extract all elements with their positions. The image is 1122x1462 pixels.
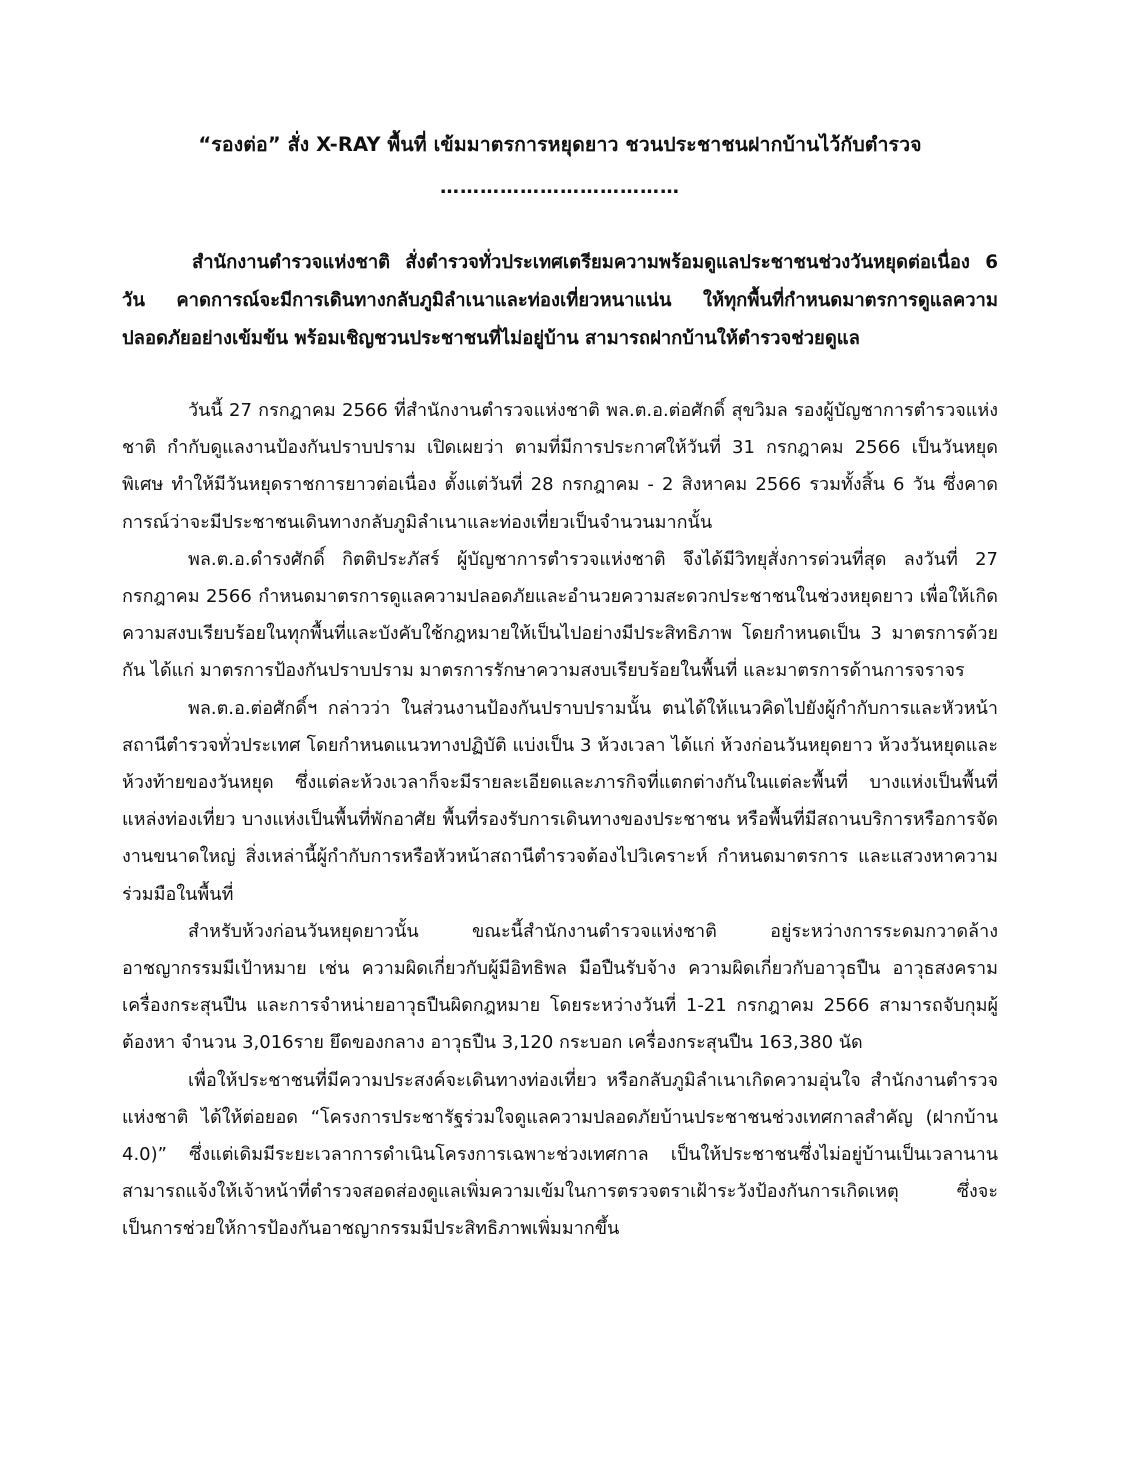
- body-paragraph-2: พล.ต.อ.ดำรงศักดิ์ กิตติประภัสร์ ผู้บัญชาการตำรวจแห่งชาติ จึงได้มีวิทยุสั่งการด่วนที่สุด ลงวันที่ 27 กรกฎาคม 2566 กำหนดมาตรการดูแลความปลอดภัยและอำนวยความสะดวกประชาชนในช่วงหยุดยาว เพื่อให้เกิดความสงบเรียบร้อยในทุกพื้นที่และบังคับใช้กฎหมายให้เป็นไปอย่างมีประสิทธิภาพ โดยกำหนดเป็น 3 มาตรการด้วยกัน ได้แก่ มาตรการป้องกันปราบปราม มาตรการรักษาความสงบเรียบร้อยในพื้นที่ และมาตรการด้านการจราจร: [122, 548, 998, 682]
- lead-paragraph: สำนักงานตำรวจแห่งชาติ สั่งตำรวจทั่วประเทศเตรียมความพร้อมดูแลประชาชนช่วงวันหยุดต่อเนื่อง 6 วัน คาดการณ์จะมีการเดินทางกลับภูมิลำเนาและท่องเที่ยวหนาแน่น ให้ทุกพื้นที่กำหนดมาตรการดูแลความปลอดภัยอย่างเข้มข้น พร้อมเชิญชวนประชาชนที่ไม่อยู่บ้าน สามารถฝากบ้านให้ตำรวจช่วยดูแล: [122, 252, 998, 349]
- body-paragraph-1: วันนี้ 27 กรกฎาคม 2566 ที่สำนักงานตำรวจแห่งชาติ พล.ต.อ.ต่อศักดิ์ สุขวิมล รองผู้บัญชาการตำรวจแห่งชาติ กำกับดูแลงานป้องกันปราบปราม เปิดเผยว่า ตามที่มีการประกาศให้วันที่ 31 กรกฎาคม 2566 เป็นวันหยุดพิเศษ ทำให้มีวันหยุดราชการยาวต่อเนื่อง ตั้งแต่วันที่ 28 กรกฎาคม - 2 สิงหาคม 2566 รวมทั้งสิ้น 6 วัน ซึ่งคาดการณ์ว่าจะมีประชาชนเดินทางกลับภูมิลำเนาและท่องเที่ยวเป็นจำนวนมากนั้น: [122, 400, 998, 533]
- document-title: “รองต่อ” สั่ง X-RAY พื้นที่ เข้มมาตรการหยุดยาว ชวนประชาชนฝากบ้านไว้กับตำรวจ: [198, 133, 922, 156]
- title-separator: ………………………………: [440, 176, 680, 198]
- body-paragraph-4: สำหรับห้วงก่อนวันหยุดยาวนั้น ขณะนี้สำนักงานตำรวจแห่งชาติ อยู่ระหว่างการระดมกวาดล้างอาชญากรรมมีเป้าหมาย เช่น ความผิดเกี่ยวกับผู้มีอิทธิพล มือปืนรับจ้าง ความผิดเกี่ยวกับอาวุธปืน อาวุธสงคราม เครื่องกระสุนปืน และการจำหน่ายอาวุธปืนผิดกฎหมาย โดยระหว่างวันที่ 1-21 กรกฎาคม 2566 สามารถจับกุมผู้ต้องหา จำนวน 3,016ราย ยึดของกลาง อาวุธปืน 3,120 กระบอก เครื่องกระสุนปืน 163,380 นัด: [122, 920, 998, 1054]
- document-body: [122, 392, 998, 1248]
- body-paragraph-3: พล.ต.อ.ต่อศักดิ์ฯ กล่าวว่า ในส่วนงานป้องกันปราบปรามนั้น ตนได้ให้แนวคิดไปยังผู้กำกับการและหัวหน้าสถานีตำรวจทั่วประเทศ โดยกำหนดแนวทางปฏิบัติ แบ่งเป็น 3 ห้วงเวลา ได้แก่ ห้วงก่อนวันหยุดยาว ห้วงวันหยุดและห้วงท้ายของวันหยุด ซึ่งแต่ละห้วงเวลาก็จะมีรายละเอียดและภารกิจที่แตกต่างกันในแต่ละพื้นที่ บางแห่งเป็นพื้นที่แหล่งท่องเที่ยว บางแห่งเป็นพื้นที่พักอาศัย พื้นที่รองรับการเดินทางของประชาชน หรือพื้นที่มีสถานบริการหรือการจัดงานขนาดใหญ่ สิ่งเหล่านี้ผู้กำกับการหรือหัวหน้าสถานีตำรวจต้องไปวิเคราะห์ กำหนดมาตรการ และแสวงหาความร่วมมือในพื้นที่: [122, 697, 998, 905]
- body-paragraph-5: เพื่อให้ประชาชนที่มีความประสงค์จะเดินทางท่องเที่ยว หรือกลับภูมิลำเนาเกิดความอุ่นใจ สำนักงานตำรวจแห่งชาติ ได้ให้ต่อยอด “โครงการประชารัฐร่วมใจดูแลความปลอดภัยบ้านประชาชนช่วงเทศกาลสำคัญ (ฝากบ้าน 4.0)” ซึ่งแต่เดิมมีระยะเวลาการดำเนินโครงการเฉพาะช่วงเทศกาล เป็นให้ประชาชนซึ่งไม่อยู่บ้านเป็นเวลานาน สามารถแจ้งให้เจ้าหน้าที่ตำรวจสอดส่องดูแลเพิ่มความเข้มในการตรวจตราเฝ้าระวังป้องกันการเกิดเหตุ ซึ่งจะเป็นการช่วยให้การป้องกันอาชญากรรมมีประสิทธิภาพเพิ่มมากขึ้น: [122, 1069, 998, 1240]
